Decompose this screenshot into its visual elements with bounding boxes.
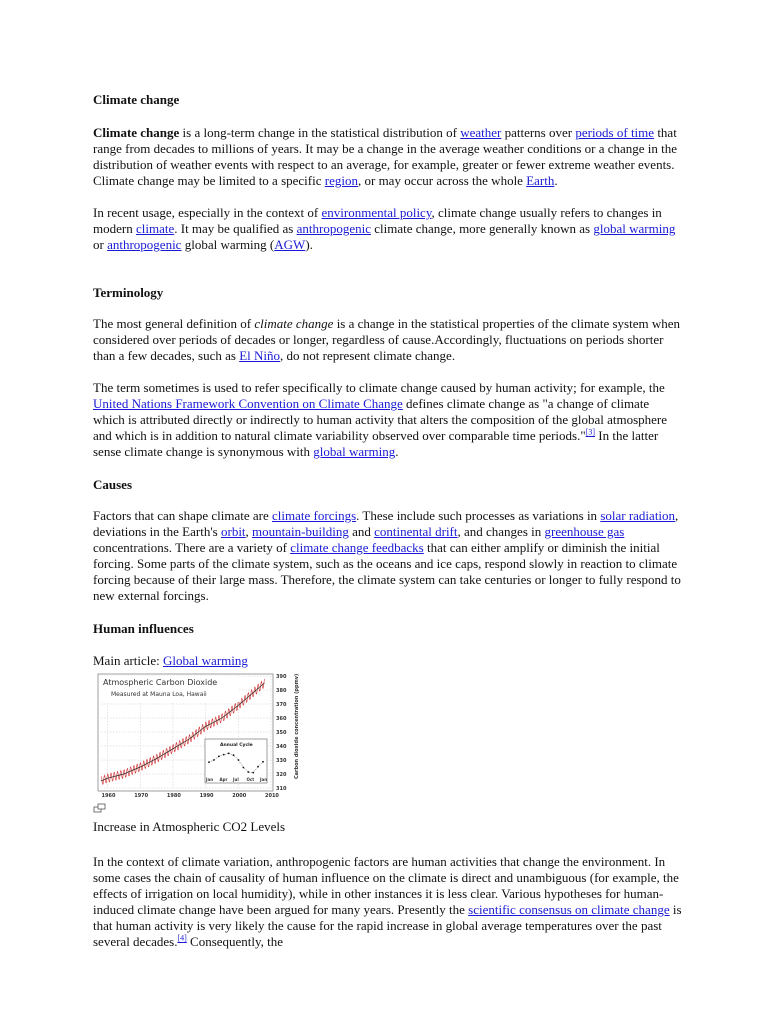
figure-caption: Increase in Atmospheric CO2 Levels: [93, 819, 286, 834]
link-main-global-warming[interactable]: Global warming: [163, 653, 248, 668]
chart-x-ticks: [102, 793, 280, 799]
usage-paragraph: In recent usage, especially in the context of environmental policy, climate change usually refers to changes in modern climate. It may be qualified as anthropogenic climate change, more generally known as global warming or anthropogenic global warming (AGW).: [93, 205, 676, 252]
link-orbit[interactable]: orbit: [220, 524, 246, 539]
inset-x-tick-label: Jul: [233, 777, 239, 782]
x-tick-label: 1960: [101, 793, 116, 799]
chart-y-label: Carbon dioxide concentration (ppmv): [294, 673, 300, 779]
heading-terminology: Terminology: [93, 285, 164, 300]
x-tick-label: 1980: [166, 793, 181, 799]
link-mountain-building[interactable]: mountain-building: [252, 524, 349, 539]
y-tick-label: 320: [276, 772, 287, 778]
link-earth[interactable]: Earth: [526, 173, 555, 188]
chart-subtitle: Measured at Mauna Loa, Hawaii: [111, 691, 207, 698]
link-environmental-policy[interactable]: environmental policy: [321, 205, 432, 220]
heading-causes: Causes: [93, 477, 133, 492]
inset-point: [252, 772, 254, 774]
x-tick-label: 2010: [265, 793, 279, 799]
y-tick-label: 350: [276, 730, 287, 736]
inset-x-tick-label: Jan: [260, 777, 268, 782]
chart-title: Atmospheric Carbon Dioxide: [103, 678, 218, 687]
link-weather[interactable]: weather: [460, 125, 502, 140]
inset-x-tick-label: Apr: [219, 777, 228, 782]
heading-human-influences: Human influences: [93, 621, 194, 636]
inset-point: [242, 767, 244, 769]
inset-point: [228, 753, 230, 755]
link-scientific-consensus[interactable]: scientific consensus on climate change: [468, 902, 670, 917]
reference-4[interactable]: [4]: [177, 933, 187, 943]
inset-point: [233, 754, 235, 756]
inset-point: [262, 761, 264, 763]
link-anthropogenic[interactable]: anthropogenic: [296, 221, 371, 236]
link-el-nino[interactable]: El Niño: [239, 348, 280, 363]
link-climate-change-feedbacks[interactable]: climate change feedbacks: [290, 540, 424, 555]
inset-point: [208, 761, 210, 763]
link-region[interactable]: region: [324, 173, 358, 188]
co2-chart-figure[interactable]: [93, 671, 308, 801]
link-periods-of-time[interactable]: periods of time: [575, 125, 655, 140]
inset-point: [213, 759, 215, 761]
y-tick-label: 360: [276, 716, 287, 722]
causes-paragraph: Factors that can shape climate are climate forcings. These include such processes as variations in solar radiation, deviations in the Earth's orbit, mountain-building and continental drift, and changes in greenhouse gas concentrations. There are a variety of climate change feedbacks that can either amplify or diminish the initial forcing. Some parts of the climate system, such as the oceans and ice caps, respond slowly in reaction to climate forcing because of their large mass. Therefore, the climate system can take centuries or longer to fully respond to new external forcings.: [93, 508, 681, 603]
definition-paragraph: The most general definition of climate change is a change in the statistical properties of the climate system when considered over periods of decades or longer, regardless of cause.Accordingly, fluctuations on periods shorter than a few decades, such as El Niño, do not represent climate change.: [93, 316, 681, 363]
main-article-note: Main article: Global warming: [93, 653, 248, 668]
x-tick-label: 1970: [134, 793, 149, 799]
y-tick-label: 370: [276, 702, 287, 708]
chart-y-ticks: [276, 674, 287, 792]
inset-point: [223, 754, 225, 756]
link-global-warming-2[interactable]: global warming: [313, 444, 396, 459]
emphasis-term: climate change: [254, 316, 334, 331]
anthropogenic-paragraph: In the context of climate variation, anthropogenic factors are human activities that change the environment. In some cases the chain of causality of human influence on the climate is direct and unambiguous (for example, the effects of irrigation on local humidity), while in other instances it is less clear. Various hypotheses for human-induced climate change have been argued for many years. Presently the scientific consensus on climate change is that human activity is very likely the cause for the rapid increase in global average temperatures over the past several decades.[4] Consequently, the: [93, 854, 682, 949]
y-tick-label: 340: [276, 744, 287, 750]
link-continental-drift[interactable]: continental drift: [374, 524, 458, 539]
link-climate[interactable]: climate: [135, 221, 175, 236]
y-tick-label: 310: [276, 786, 287, 792]
y-tick-label: 380: [276, 688, 287, 694]
unfccc-paragraph: The term sometimes is used to refer specifically to climate change caused by human activity; for example, the United Nations Framework Convention on Climate Change defines climate change as "a change of climate which is attributed directly or indirectly to human activity that alters the composition of the global atmosphere and which is in addition to natural climate variability observed over comparable time periods."[3] In the latter sense climate change is synonymous with global warming.: [93, 380, 668, 459]
enlarge-icon[interactable]: [93, 803, 107, 813]
chart-inset: [205, 739, 267, 783]
link-solar-radiation[interactable]: solar radiation: [600, 508, 676, 523]
inset-point: [247, 771, 249, 773]
link-anthropogenic-2[interactable]: anthropogenic: [107, 237, 182, 252]
intro-paragraph: Climate change is a long-term change in the statistical distribution of weather patterns over periods of time that range from decades to millions of years. It may be a change in the average weather conditions or a change in the distribution of weather events with respect to an average, for example, greater or fewer extreme weather events. Climate change may be limited to a specific region, or may occur across the whole Earth.: [93, 125, 678, 188]
inset-x-tick-label: Jan: [206, 777, 214, 782]
link-unfccc[interactable]: United Nations Framework Convention on Climate Change: [93, 396, 403, 411]
inset-point: [218, 756, 220, 758]
inset-point: [257, 766, 259, 768]
x-tick-label: 1990: [199, 793, 214, 799]
page-title: Climate change: [93, 92, 180, 107]
link-global-warming[interactable]: global warming: [593, 221, 676, 236]
document-page: [93, 92, 683, 950]
x-tick-label: 2000: [232, 793, 247, 799]
inset-point: [238, 759, 240, 761]
link-climate-forcings[interactable]: climate forcings: [272, 508, 357, 523]
inset-title: Annual Cycle: [220, 743, 253, 748]
link-agw[interactable]: AGW: [274, 237, 306, 252]
co2-chart: [93, 671, 308, 801]
bold-term: Climate change: [93, 125, 180, 140]
y-tick-label: 390: [276, 674, 287, 680]
inset-x-tick-label: Oct: [246, 777, 255, 782]
link-greenhouse-gas[interactable]: greenhouse gas: [544, 524, 625, 539]
y-tick-label: 330: [276, 758, 287, 764]
reference-3[interactable]: [3]: [585, 427, 595, 437]
